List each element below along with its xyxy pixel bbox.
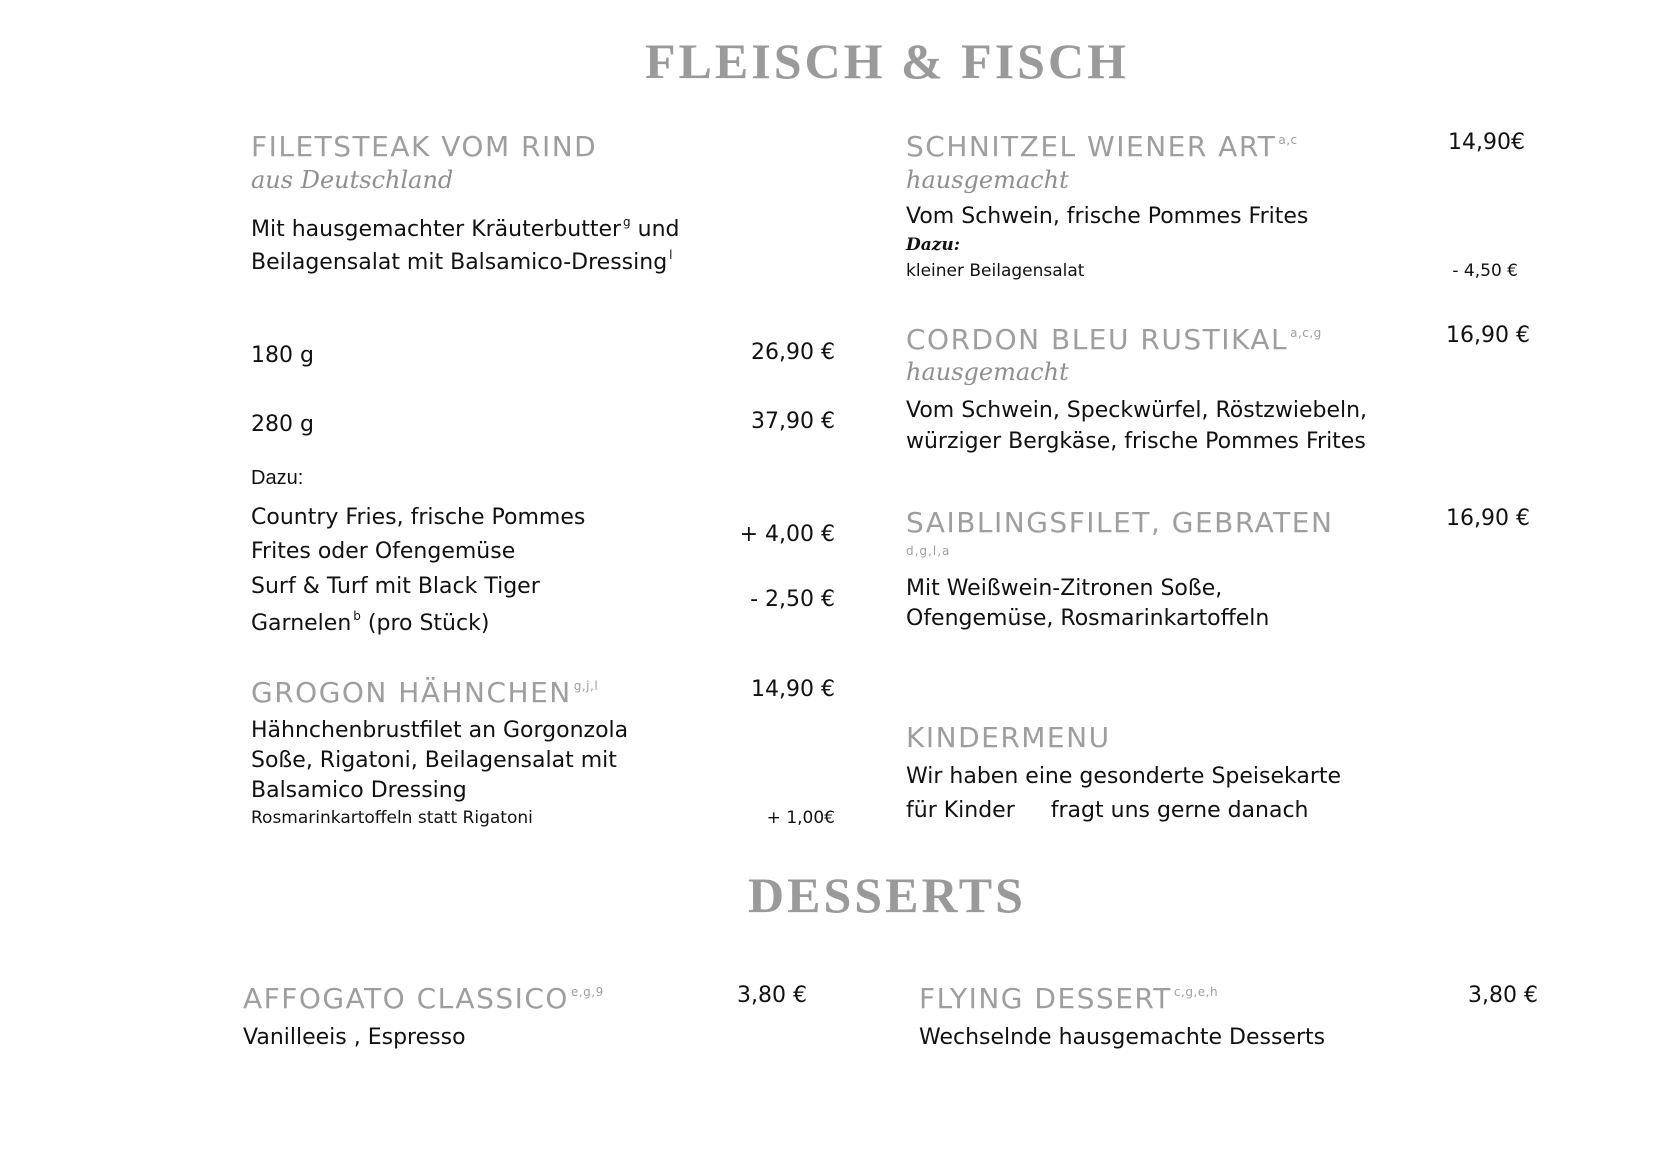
allergen-sup: g — [623, 215, 631, 229]
dish-desc-affogato: Vanilleeis , Espresso — [243, 1025, 466, 1050]
dish-name-text: AFFOGATO CLASSICO — [243, 982, 569, 1015]
schnitzel-extra: kleiner Beilagensalat — [906, 261, 1085, 281]
extra2-line2 — [251, 601, 489, 639]
kinder-desc-1: Wir haben eine gesonderte Speisekarte — [906, 764, 1342, 789]
dish-sub-cordon-bleu: hausgemacht — [906, 358, 1069, 386]
extras-label: Dazu: — [251, 467, 304, 489]
size-price-180: 26,90 € — [751, 340, 835, 365]
extra2-price: - 2,50 € — [750, 587, 835, 612]
dish-desc-schnitzel: Vom Schwein, frische Pommes Frites — [906, 204, 1309, 229]
grogon-option: Rosmarinkartoffeln statt Rigatoni — [251, 808, 533, 828]
dish-price-flying-dessert: 3,80 € — [1468, 983, 1538, 1008]
size-weight-280: 280 g — [251, 412, 314, 437]
allergen-sup: l — [669, 248, 673, 262]
dish-desc-filetsteak-2 — [251, 240, 673, 278]
allergen-sup: a,c — [1278, 133, 1298, 147]
extra1-line2: Frites oder Ofengemüse — [251, 539, 516, 564]
dish-name-cordon-bleu — [906, 323, 1322, 356]
dish-price-schnitzel: 14,90€ — [1448, 130, 1525, 155]
desc-text: für Kinder — [906, 798, 1015, 823]
grogon-option-price: + 1,00€ — [766, 808, 835, 828]
allergen-sup: g,j,l — [573, 679, 599, 693]
dish-name-affogato — [243, 982, 604, 1015]
dish-name-filetsteak: FILETSTEAK VOM RIND — [251, 130, 598, 163]
desc-text: fragt uns gerne danach — [1050, 798, 1309, 823]
dish-name-text: CORDON BLEU RUSTIKAL — [906, 323, 1289, 356]
desc-text: (pro Stück) — [367, 611, 490, 636]
dish-desc-grogon-2: Soße, Rigatoni, Beilagensalat mit — [251, 748, 617, 773]
dish-name-text: SCHNITZEL WIENER ART — [906, 130, 1277, 163]
dish-name-text: FLYING DESSERT — [919, 982, 1172, 1015]
dish-sub-schnitzel: hausgemacht — [906, 166, 1069, 194]
extra1-price: + 4,00 € — [739, 522, 835, 547]
size-price-280: 37,90 € — [751, 409, 835, 434]
allergen-sup: a,c,g — [1290, 326, 1322, 340]
kinder-desc-2 — [906, 795, 1309, 826]
dish-price-affogato: 3,80 € — [737, 983, 807, 1008]
dish-desc-cordon-2: würziger Bergkäse, frische Pommes Frites — [906, 429, 1366, 454]
dish-name-saibling: SAIBLINGSFILET, GEBRATEN — [906, 506, 1334, 539]
dish-name-schnitzel — [906, 130, 1298, 163]
dish-name-text: GROGON HÄHNCHEN — [251, 676, 572, 709]
dish-price-cordon-bleu: 16,90 € — [1446, 323, 1530, 348]
allergen-sup: e,g,9 — [570, 985, 604, 999]
desc-text: Garnelen — [251, 611, 352, 636]
dish-name-kindermenu: KINDERMENU — [906, 721, 1111, 754]
dish-desc-grogon-3: Balsamico Dressing — [251, 778, 467, 803]
dish-desc-saibling-2: Ofengemüse, Rosmarinkartoffeln — [906, 606, 1270, 631]
dish-desc-grogon-1: Hähnchenbrustfilet an Gorgonzola — [251, 718, 629, 743]
schnitzel-extra-price: - 4,50 € — [1452, 261, 1518, 281]
dish-name-flying-dessert — [919, 982, 1218, 1015]
section-title-fleisch-fisch: FLEISCH & FISCH — [645, 33, 1129, 89]
dish-name-grogon — [251, 676, 598, 709]
saibling-allergens: d,g,l,a — [906, 544, 951, 558]
desc-text: Mit hausgemachter Kräuterbutter — [251, 217, 622, 242]
allergen-sup: b — [353, 609, 361, 623]
dish-origin-filetsteak: aus Deutschland — [251, 166, 454, 194]
dish-desc-flying-dessert: Wechselnde hausgemachte Desserts — [919, 1025, 1326, 1050]
section-title-desserts: DESSERTS — [748, 867, 1026, 923]
extra1-line1: Country Fries, frische Pommes — [251, 505, 586, 530]
dish-desc-saibling-1: Mit Weißwein-Zitronen Soße, — [906, 576, 1223, 601]
desc-text: und — [637, 217, 680, 242]
desc-text: Beilagensalat mit Balsamico-Dressing — [251, 250, 668, 275]
size-weight-180: 180 g — [251, 343, 314, 368]
dish-price-saibling: 16,90 € — [1446, 506, 1530, 531]
extra2-line1: Surf & Turf mit Black Tiger — [251, 574, 540, 599]
allergen-sup: c,g,e,h — [1173, 985, 1219, 999]
dish-desc-cordon-1: Vom Schwein, Speckwürfel, Röstzwiebeln, — [906, 398, 1368, 423]
schnitzel-extras-label: Dazu: — [906, 235, 961, 255]
dish-price-grogon: 14,90 € — [751, 677, 835, 702]
